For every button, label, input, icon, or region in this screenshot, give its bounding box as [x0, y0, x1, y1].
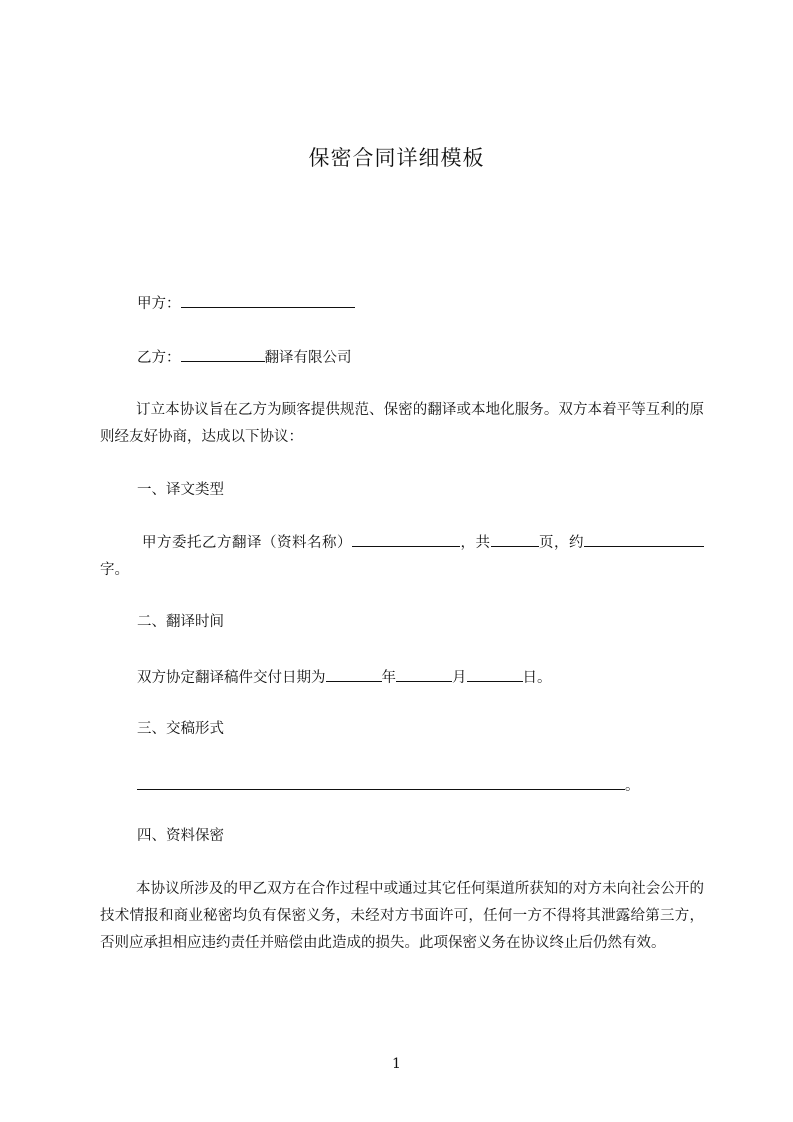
material-name-blank[interactable]: [352, 530, 460, 547]
party-b-line: [137, 345, 352, 368]
party-a-line: [137, 291, 355, 314]
section-one-text-3: 页，约: [538, 535, 584, 551]
month-blank[interactable]: [396, 665, 452, 682]
page-count-blank[interactable]: [491, 530, 539, 547]
party-b-blank[interactable]: [181, 345, 265, 362]
year-label: 年: [381, 670, 396, 686]
section-one-paragraph: [100, 530, 704, 584]
delivery-form-line: [137, 773, 640, 796]
delivery-date-line: [137, 665, 552, 688]
section-three-heading: 三、交稿形式: [137, 721, 224, 737]
word-count-blank[interactable]: [584, 530, 704, 547]
section-two-heading: 二、翻译时间: [137, 614, 224, 630]
day-label: 日。: [522, 670, 552, 686]
party-b-suffix: 翻译有限公司: [264, 350, 352, 366]
day-blank[interactable]: [467, 665, 523, 682]
delivery-form-end: 。: [625, 778, 640, 794]
document-title: 保密合同详细模板: [308, 146, 485, 170]
section-four-heading: 四、资料保密: [137, 828, 224, 844]
year-blank[interactable]: [326, 665, 382, 682]
delivery-form-blank[interactable]: [137, 773, 625, 790]
month-label: 月: [452, 670, 467, 686]
section-two-text-1: 双方协定翻译稿件交付日期为: [137, 670, 326, 686]
section-one-text-2: ，共: [460, 535, 491, 551]
section-one-heading: 一、译文类型: [137, 482, 224, 498]
confidentiality-paragraph: 本协议所涉及的甲乙双方在合作过程中或通过其它任何渠道所获知的对方未向社会公开的技术情报和商业秘密均负有保密义务，未经对方书面许可，任何一方不得将其泄露给第三方，否则应承担相应违约责任并赔偿由此造成的损失。此项保密义务在协议终止后仍然有效。: [100, 881, 704, 951]
intro-paragraph: 订立本协议旨在乙方为顾客提供规范、保密的翻译或本地化服务。双方本着平等互利的原则经友好协商，达成以下协议：: [100, 402, 704, 445]
party-a-blank[interactable]: [181, 291, 355, 308]
page-number: 1: [392, 1056, 401, 1072]
section-one-text-1: 甲方委托乙方翻译（资料名称）: [142, 535, 352, 551]
party-b-label: 乙方：: [137, 350, 181, 366]
section-one-text-4: 字。: [100, 562, 129, 578]
party-a-label: 甲方：: [137, 296, 181, 312]
